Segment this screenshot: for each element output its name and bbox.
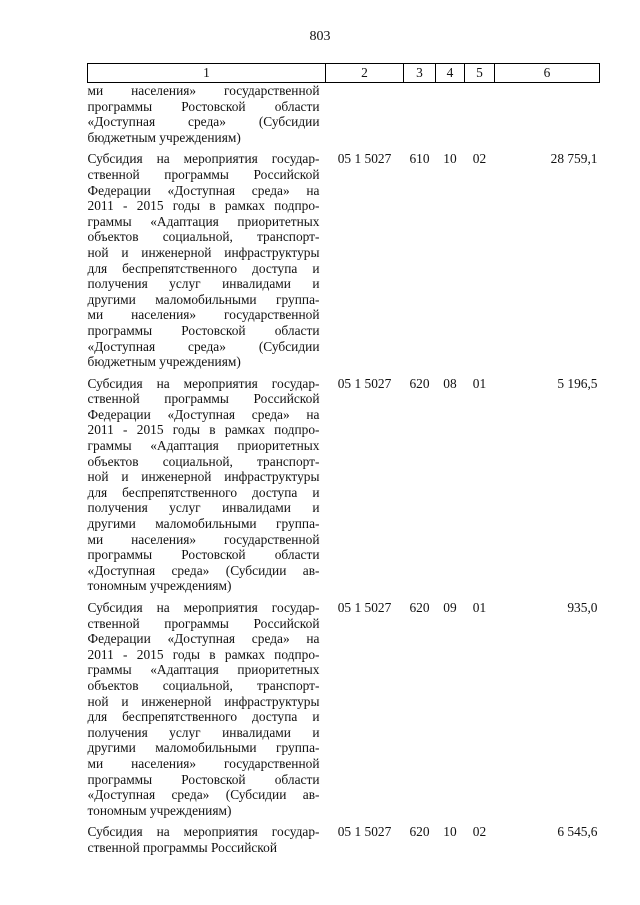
description-line: ственной программы Российской xyxy=(87,391,320,407)
description-line: ми населения» государственной xyxy=(87,531,320,547)
header-col-3: 3 xyxy=(404,64,436,83)
target-article-code: 05 1 5027 xyxy=(337,600,392,615)
description-line: ной и инженерной инфраструктуры xyxy=(87,469,320,485)
description-line: 2011 - 2015 годы в рамках подпро- xyxy=(87,198,320,214)
description-line: граммы «Адаптация приоритетных xyxy=(87,213,320,229)
description-line: Субсидия на мероприятия государ- xyxy=(87,600,320,615)
subsection-code xyxy=(465,83,495,146)
page-number: 803 xyxy=(309,29,331,44)
description-line: Субсидия на мероприятия государ- xyxy=(87,151,320,167)
description-line: ми населения» государственной xyxy=(87,83,320,98)
row-description xyxy=(88,83,326,146)
description-line: «Доступная среда» (Субсидии ав- xyxy=(87,787,320,803)
description-line: ной и инженерной инфраструктуры xyxy=(87,693,320,709)
description-line: 2011 - 2015 годы в рамках подпро- xyxy=(87,422,320,438)
table-row xyxy=(88,376,600,594)
subsection-code: 01 xyxy=(472,600,487,615)
description-line: программы Ростовской области xyxy=(87,547,320,563)
column-number-header xyxy=(88,64,600,83)
table-row xyxy=(88,83,600,146)
section-code: 09 xyxy=(443,600,457,615)
expense-type-code: 620 xyxy=(409,600,430,615)
description-line: бюджетным учреждениям) xyxy=(87,354,241,370)
description-line: Федерации «Доступная среда» на xyxy=(87,406,320,422)
subsection-code: 01 xyxy=(472,375,487,391)
row-description xyxy=(88,376,326,594)
description-line: объектов социальной, транспорт- xyxy=(87,677,320,693)
description-line: Федерации «Доступная среда» на xyxy=(87,631,320,647)
description-line: программы Ростовской области xyxy=(87,98,320,114)
row-description xyxy=(88,151,326,369)
table-body xyxy=(88,83,600,856)
section-code: 10 xyxy=(443,824,457,840)
description-line: ственной программы Российской xyxy=(87,615,320,631)
expense-type-code: 620 xyxy=(409,375,430,391)
row-description xyxy=(88,600,326,818)
description-line: Федерации «Доступная среда» на xyxy=(87,182,320,198)
description-line: получения услуг инвалидами и xyxy=(87,276,320,292)
description-line: ственной программы Российской xyxy=(87,166,320,182)
amount-value: 935,0 xyxy=(567,600,598,615)
target-article-code: 05 1 5027 xyxy=(337,151,392,167)
amount-value: 5 196,5 xyxy=(557,375,598,391)
subsection-code: 02 xyxy=(472,824,487,840)
description-line: Субсидия на мероприятия государ- xyxy=(87,824,320,840)
description-line: «Доступная среда» (Субсидии xyxy=(87,114,320,130)
section-code: 10 xyxy=(443,151,457,167)
description-line: объектов социальной, транспорт- xyxy=(87,229,320,245)
amount-value: 6 545,6 xyxy=(557,824,598,840)
amount-value: 28 759,1 xyxy=(550,151,598,167)
description-line: получения услуг инвалидами и xyxy=(87,500,320,516)
section-code: 08 xyxy=(443,375,457,391)
description-line: ственной программы Российской xyxy=(87,839,277,855)
description-line: тономным учреждениям) xyxy=(87,802,232,818)
description-line: другими маломобильными группа- xyxy=(87,516,320,532)
amount-value xyxy=(495,83,600,146)
description-line: граммы «Адаптация приоритетных xyxy=(87,662,320,678)
header-col-2: 2 xyxy=(326,64,404,83)
description-line: другими маломобильными группа- xyxy=(87,740,320,756)
row-description xyxy=(88,824,326,855)
description-line: другими маломобильными группа- xyxy=(87,291,320,307)
description-line: граммы «Адаптация приоритетных xyxy=(87,438,320,454)
table-row xyxy=(88,151,600,369)
description-line: для беспрепятственного доступа и xyxy=(87,709,320,725)
description-line: объектов социальной, транспорт- xyxy=(87,453,320,469)
table-row xyxy=(88,824,600,855)
description-line: ной и инженерной инфраструктуры xyxy=(87,244,320,260)
description-line: получения услуг инвалидами и xyxy=(87,724,320,740)
budget-table xyxy=(87,63,600,856)
header-col-4: 4 xyxy=(436,64,465,83)
target-article-code: 05 1 5027 xyxy=(337,375,392,391)
expense-type-code: 610 xyxy=(409,151,430,167)
description-line: «Доступная среда» (Субсидии ав- xyxy=(87,562,320,578)
subsection-code: 02 xyxy=(472,151,487,167)
description-line: тономным учреждениям) xyxy=(87,578,232,594)
description-line: «Доступная среда» (Субсидии xyxy=(87,338,320,354)
description-line: бюджетным учреждениям) xyxy=(87,129,241,145)
description-line: для беспрепятственного доступа и xyxy=(87,260,320,276)
target-article-code: 05 1 5027 xyxy=(337,824,392,840)
expense-type-code xyxy=(404,83,436,146)
description-line: программы Ростовской области xyxy=(87,771,320,787)
description-line: 2011 - 2015 годы в рамках подпро- xyxy=(87,646,320,662)
target-article-code xyxy=(326,83,404,146)
header-col-5: 5 xyxy=(465,64,495,83)
table-row xyxy=(88,600,600,818)
description-line: для беспрепятственного доступа и xyxy=(87,484,320,500)
description-line: программы Ростовской области xyxy=(87,322,320,338)
description-line: Субсидия на мероприятия государ- xyxy=(87,375,320,391)
header-col-1: 1 xyxy=(88,64,326,83)
description-line: ми населения» государственной xyxy=(87,307,320,323)
section-code xyxy=(436,83,465,146)
header-col-6: 6 xyxy=(495,64,600,83)
expense-type-code: 620 xyxy=(409,824,430,840)
description-line: ми населения» государственной xyxy=(87,755,320,771)
